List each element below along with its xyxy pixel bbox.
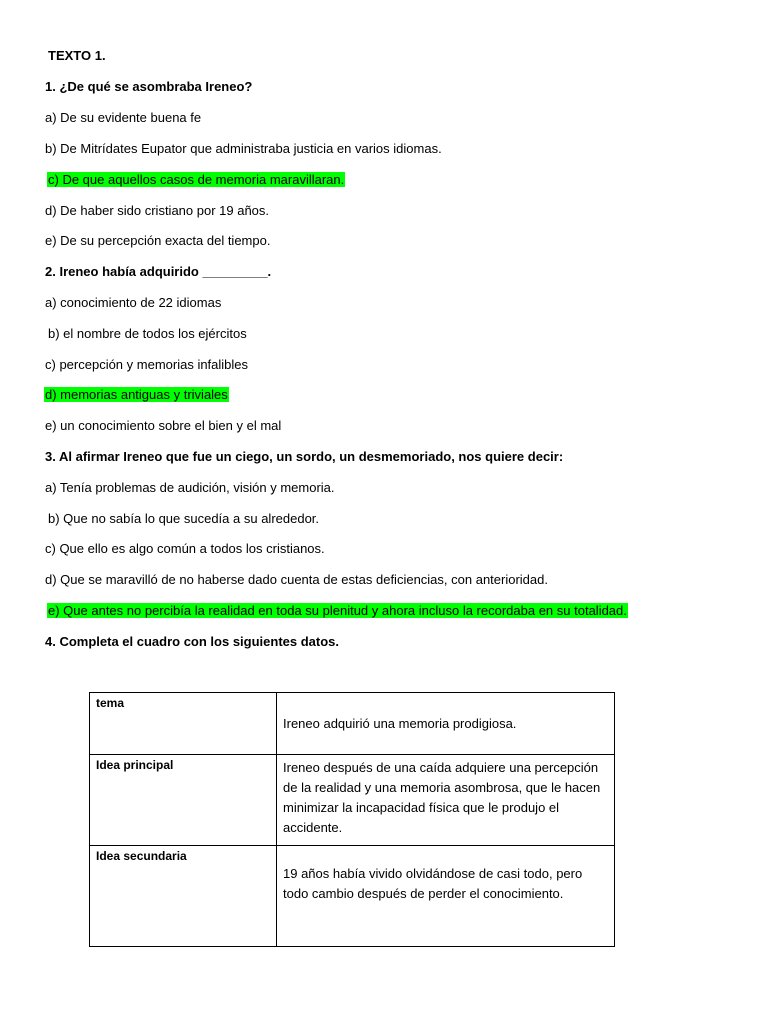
q2-option-a: a) conocimiento de 22 idiomas: [45, 295, 222, 310]
table-row: [90, 755, 615, 846]
q1-option-c-answer: [47, 172, 345, 188]
question-1-prompt: 1. ¿De qué se asombraba Ireneo?: [45, 79, 253, 94]
document-title: TEXTO 1.: [48, 48, 106, 63]
row-label-idea-secundaria: Idea secundaria: [90, 846, 277, 947]
q3-option-b: b) Que no sabía lo que sucedía a su alrededor.: [48, 511, 320, 526]
table-row: [90, 693, 615, 755]
q2-option-e: e) un conocimiento sobre el bien y el mal: [45, 418, 282, 433]
summary-table: [89, 692, 615, 947]
row-label-idea-principal: Idea principal: [90, 755, 277, 846]
row-value-idea-secundaria: 19 años había vivido olvidándose de casi todo, pero todo cambio después de perder el conocimiento.: [277, 846, 615, 947]
answer-highlight: d) memorias antiguas y triviales: [45, 387, 228, 402]
table-row: [90, 846, 615, 947]
q2-option-b: b) el nombre de todos los ejércitos: [48, 326, 247, 341]
question-4-prompt: 4. Completa el cuadro con los siguientes datos.: [45, 634, 340, 649]
q1-option-d: d) De haber sido cristiano por 19 años.: [45, 203, 270, 218]
q3-option-d: d) Que se maravilló de no haberse dado cuenta de estas deficiencias, con anterioridad.: [45, 572, 548, 587]
question-3-prompt: 3. Al afirmar Ireneo que fue un ciego, un sordo, un desmemoriado, nos quiere decir:: [45, 449, 564, 464]
answer-highlight: c) De que aquellos casos de memoria maravillaran.: [48, 172, 345, 187]
question-2-prompt: 2. Ireneo había adquirido _________.: [45, 264, 272, 279]
q1-option-e: e) De su percepción exacta del tiempo.: [45, 233, 271, 248]
q2-option-c: c) percepción y memorias infalibles: [45, 357, 249, 372]
answer-highlight: e) Que antes no percibía la realidad en toda su plenitud y ahora incluso la recordaba en su totalidad.: [48, 603, 627, 618]
q3-option-e-answer: [47, 603, 628, 619]
row-label-tema: tema: [90, 693, 277, 755]
row-value-idea-principal: Ireneo después de una caída adquiere una percepción de la realidad y una memoria asombrosa, que le hacen minimizar la incapacidad física que le produjo el accidente.: [277, 755, 615, 846]
q1-option-b: b) De Mitrídates Eupator que administraba justicia en varios idiomas.: [45, 141, 442, 156]
q2-option-d-answer: [44, 387, 229, 403]
q1-option-a: a) De su evidente buena fe: [45, 110, 202, 125]
q3-option-a: a) Tenía problemas de audición, visión y memoria.: [45, 480, 335, 495]
q3-option-c: c) Que ello es algo común a todos los cristianos.: [45, 541, 325, 556]
row-value-tema: Ireneo adquirió una memoria prodigiosa.: [277, 693, 615, 755]
